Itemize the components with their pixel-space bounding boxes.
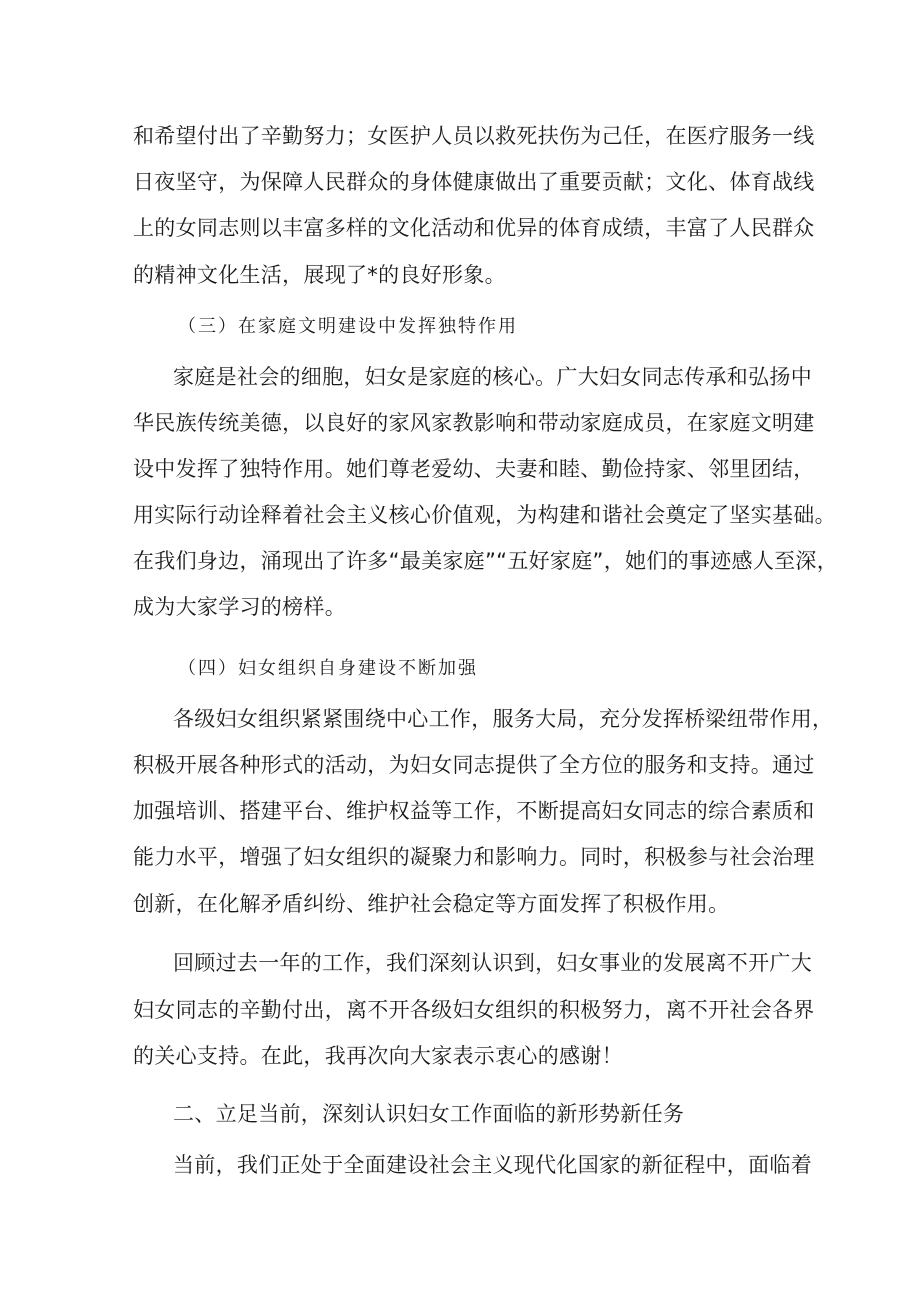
body-text-line: 成为大家学习的榜样。 — [133, 595, 346, 619]
subheading-family-civilization: （三）在家庭文明建设中发挥独特作用 — [178, 316, 518, 337]
body-text-line: 妇女同志的辛勤付出，离不开各级妇女组织的积极努力，离不开社会各界 — [133, 998, 815, 1022]
body-text-line: 日夜坚守，为保障人民群众的身体健康做出了重要贡献；文化、体育战线 — [133, 170, 815, 194]
section-heading-two: 二、立足当前，深刻认识妇女工作面临的新形势新任务 — [173, 1102, 685, 1126]
body-text-line: 和希望付出了辛勤努力；女医护人员以救死扶伤为己任，在医疗服务一线 — [133, 124, 815, 148]
body-text-line: 能力水平，增强了妇女组织的凝聚力和影响力。同时，积极参与社会治理 — [133, 845, 815, 869]
body-text-line: 华民族传统美德，以良好的家风家教影响和带动家庭成员，在家庭文明建 — [133, 411, 815, 435]
body-text-line: 的关心支持。在此，我再次向大家表示衷心的感谢！ — [133, 1044, 623, 1068]
body-text-line: 创新，在化解矛盾纠纷、维护社会稳定等方面发挥了积极作用。 — [133, 892, 730, 916]
body-text-line: 积极开展各种形式的活动，为妇女同志提供了全方位的服务和支持。通过 — [133, 753, 815, 777]
body-text-line: 设中发挥了独特作用。她们尊老爱幼、夫妻和睦、勤俭持家、邻里团结， — [133, 457, 815, 481]
body-text-line: 各级妇女组织紧紧围绕中心工作，服务大局，充分发挥桥梁纽带作用， — [173, 707, 834, 731]
subheading-women-organizations: （四）妇女组织自身建设不断加强 — [178, 658, 478, 679]
body-text-line: 回顾过去一年的工作，我们深刻认识到，妇女事业的发展离不开广大 — [173, 951, 812, 975]
body-text-line: 当前，我们正处于全面建设社会主义现代化国家的新征程中，面临着 — [173, 1153, 812, 1177]
body-text-line: 加强培训、搭建平台、维护权益等工作，不断提高妇女同志的综合素质和 — [133, 799, 815, 823]
body-text-line: 在我们身边，涌现出了许多“最美家庭”“五好家庭”，她们的事迹感人至深， — [133, 549, 839, 573]
body-text-line: 家庭是社会的细胞，妇女是家庭的核心。广大妇女同志传承和弘扬中 — [173, 365, 812, 389]
body-text-line: 上的女同志则以丰富多样的文化活动和优异的体育成绩，丰富了人民群众 — [133, 216, 815, 240]
body-text-line: 用实际行动诠释着社会主义核心价值观，为构建和谐社会奠定了坚实基础。 — [133, 503, 836, 527]
body-text-line: 的精神文化生活，展现了*的良好形象。 — [133, 263, 506, 287]
